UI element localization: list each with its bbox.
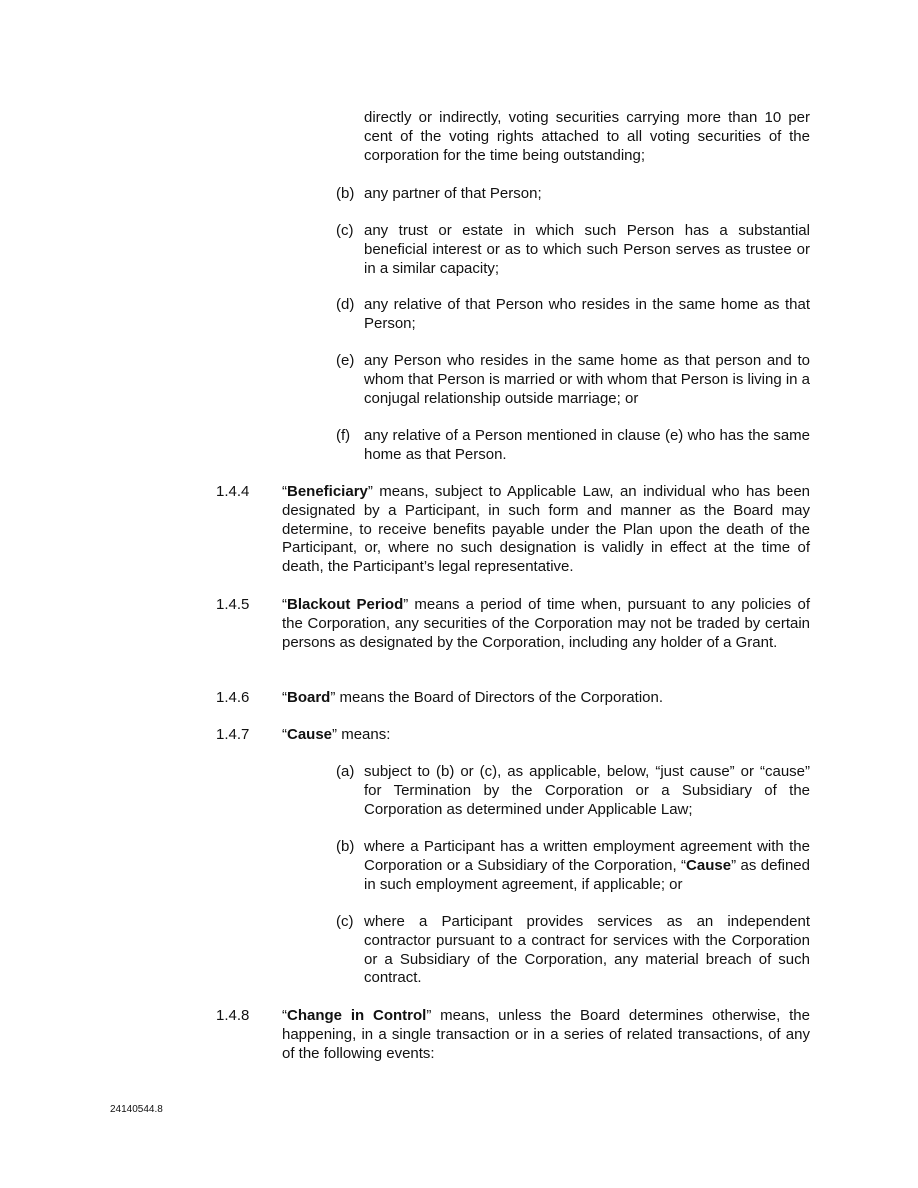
clause-label: (b) bbox=[336, 185, 355, 202]
defined-term: Board bbox=[287, 689, 331, 706]
section-number: 1.4.6 bbox=[216, 689, 250, 706]
document-id-footer: 24140544.8 bbox=[110, 1104, 163, 1115]
clause-text: any relative of a Person mentioned in clause (e) who has the same home as that Person. bbox=[364, 427, 810, 463]
clause-text: subject to (b) or (c), as applicable, below, “just cause” or “cause” for Termination by the Corporation or a Subsidiary of the Corporation as determined under Applicable Law; bbox=[364, 763, 810, 818]
section-cause: “Cause” means: bbox=[282, 726, 391, 743]
clause-label: (a) bbox=[336, 763, 355, 780]
defined-term: Cause bbox=[686, 856, 732, 874]
section-board: “Board” means the Board of Directors of the Corporation. bbox=[282, 689, 664, 706]
clause-label: (c) bbox=[336, 222, 354, 239]
clause-label: (b) bbox=[336, 838, 355, 855]
defined-term: Beneficiary bbox=[287, 483, 368, 500]
section-number: 1.4.5 bbox=[216, 596, 250, 613]
clause-text: any relative of that Person who resides in the same home as that Person; bbox=[364, 296, 810, 332]
clause-text: any Person who resides in the same home as that person and to whom that Person is married or with whom that Person is living in a conjugal relationship outside marriage; or bbox=[364, 352, 811, 407]
clause-text: where a Participant has a written employment agreement with the Corporation or a Subsidiary of the Corporation, “Cause” as defined in such employment agreement, if applicable; or bbox=[364, 838, 810, 893]
clause-text: where a Participant provides services as an independent contractor pursuant to a contract for services with the Corporation or a Subsidiary of the Corporation, any material breach of such contract. bbox=[364, 913, 810, 987]
clause-text: any partner of that Person; bbox=[364, 185, 542, 202]
continued-clause-text: directly or indirectly, voting securities carrying more than 10 per cent of the voting rights attached to all voting securities of the corporation for the time being outstanding; bbox=[364, 109, 810, 164]
clause-text: any trust or estate in which such Person has a substantial beneficial interest or as to which such Person serves as trustee or in a similar capacity; bbox=[364, 222, 810, 277]
defined-term: Cause bbox=[287, 726, 333, 743]
section-number: 1.4.7 bbox=[216, 726, 250, 743]
defined-term: Change in Control bbox=[287, 1007, 427, 1024]
section-change-in-control: “Change in Control” means, unless the Board determines otherwise, the happening, in a single transaction or in a series of related transactions, of any of the following events: bbox=[282, 1007, 810, 1062]
clause-label: (f) bbox=[336, 427, 351, 444]
defined-term: Blackout Period bbox=[287, 596, 404, 613]
section-number: 1.4.4 bbox=[216, 483, 250, 500]
clause-label: (d) bbox=[336, 296, 355, 313]
section-number: 1.4.8 bbox=[216, 1007, 250, 1024]
section-beneficiary: “Beneficiary” means, subject to Applicable Law, an individual who has been designated by a Participant, in such form and manner as the Board may determine, to receive benefits payable under the Plan upon the death of the Participant, or, where no such designation is validly in effect at the time of death, the Participant’s legal representative. bbox=[282, 483, 810, 576]
clause-label: (c) bbox=[336, 913, 354, 930]
section-blackout-period: “Blackout Period” means a period of time when, pursuant to any policies of the Corporation, any securities of the Corporation may not be traded by certain persons as designated by the Corporation, including any holder of a Grant. bbox=[282, 596, 810, 651]
clause-label: (e) bbox=[336, 352, 355, 369]
